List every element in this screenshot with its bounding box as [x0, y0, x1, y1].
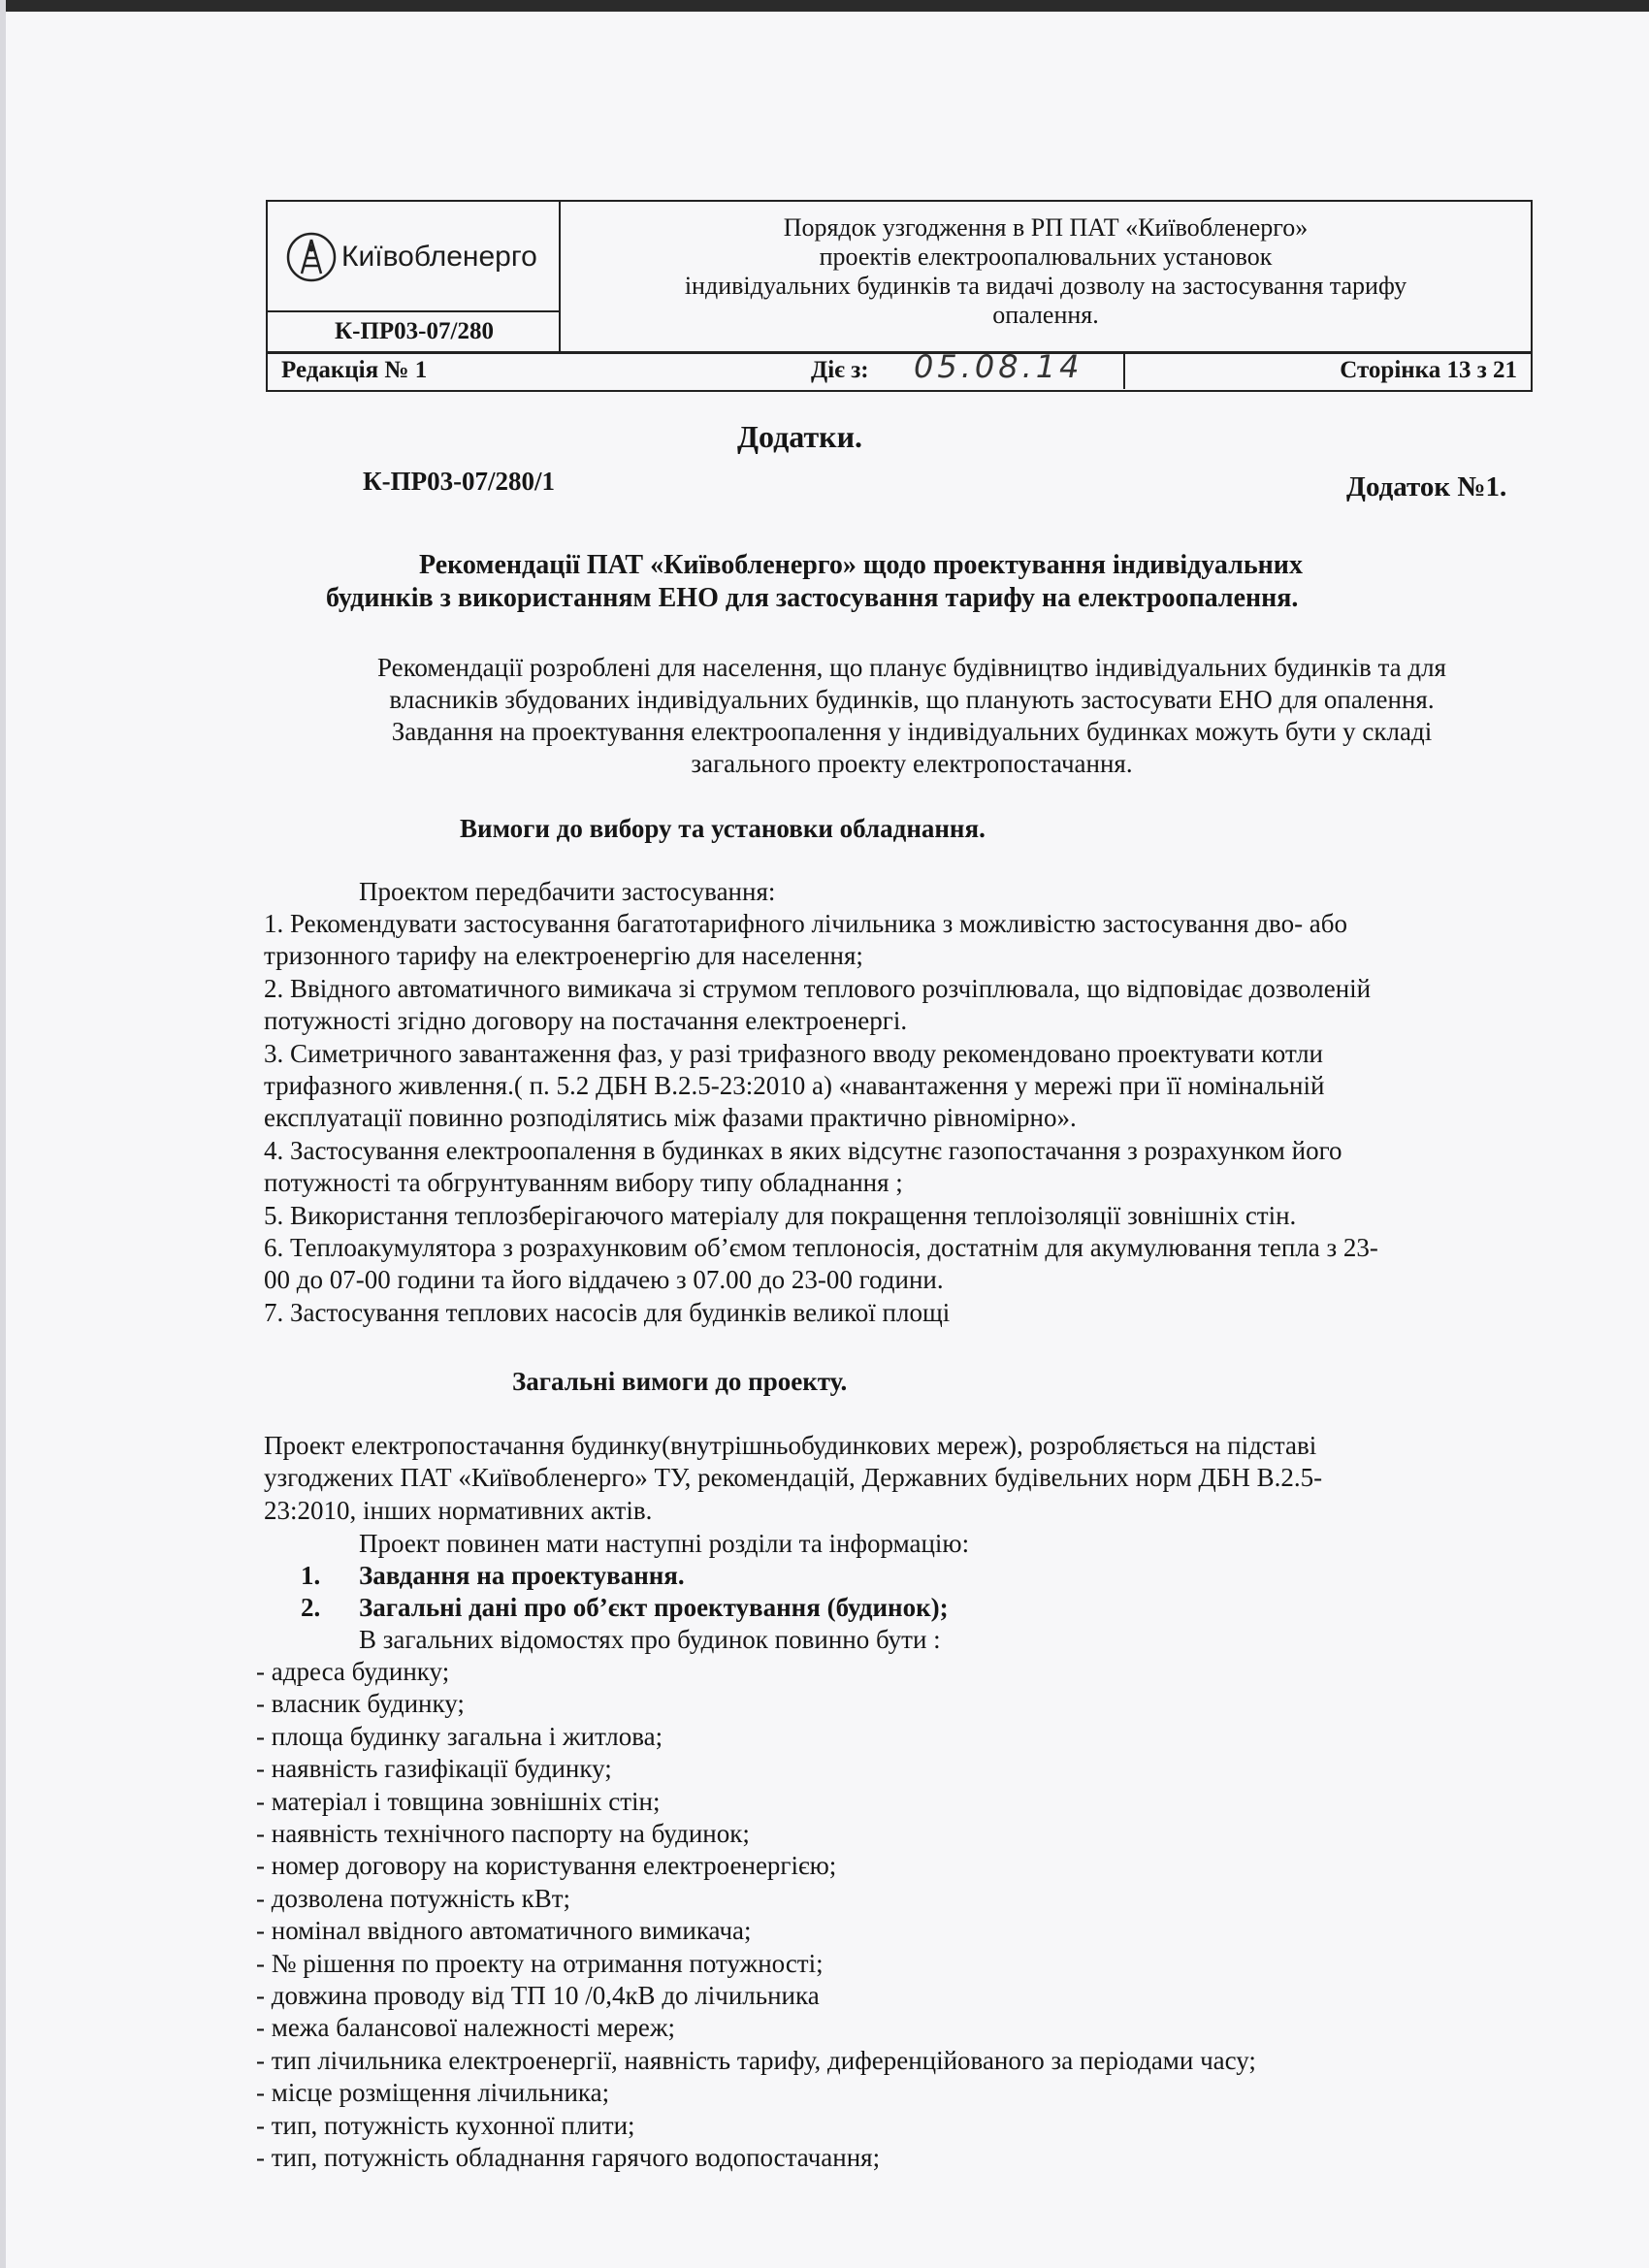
info-item: - адреса будинку; — [256, 1657, 450, 1686]
document-title-line: Порядок узгодження в РП ПАТ «Київобленерго» — [783, 213, 1309, 242]
intro-line: власників збудованих індивідуальних будинків, що планують застосувати ЕНО для опалення. — [389, 685, 1435, 714]
appendix-number: Додаток №1. — [1346, 471, 1507, 502]
appendix-code: К-ПР03-07/280/1 — [363, 467, 556, 496]
section-heading-project: Загальні вимоги до проекту. — [512, 1367, 848, 1396]
scan-border-top — [0, 0, 1649, 12]
requirement-line: 3. Симетричного завантаження фаз, у разі трифазного вводу рекомендовано проектувати котли — [264, 1038, 1323, 1068]
revision-label: Редакція № 1 — [281, 357, 428, 383]
info-item: - тип, потужність обладнання гарячого водопостачання; — [256, 2143, 881, 2173]
info-item: - площа будинку загальна і житлова; — [256, 1721, 663, 1751]
header-info-row — [268, 348, 1531, 390]
general-info-list — [256, 1656, 1256, 2175]
recommendation-title-line: Рекомендації ПАТ «Київобленерго» щодо проектування індивідуальних — [419, 550, 1303, 580]
paragraph-line: Проект електропостачання будинку(внутрішньобудинкових мереж), розробляється на підставі — [264, 1431, 1317, 1460]
paragraph-line: 23:2010, інших нормативних актів. — [264, 1495, 653, 1525]
equipment-requirements-list — [264, 908, 1378, 1329]
document-header-table — [266, 200, 1533, 392]
company-logo-text: Київобленерго — [341, 241, 537, 273]
page-number: Сторінка 13 з 21 — [1340, 357, 1517, 383]
info-item: - тип лічильника електроенергії, наявність тарифу, диференційованого за періодами часу; — [256, 2045, 1256, 2075]
valid-from-label: Діє з: — [811, 357, 869, 383]
document-title-line: проектів електроопалювальних установок — [819, 243, 1273, 271]
document-title-line: індивідуальних будинків та видачі дозволу на застосування тарифу — [684, 272, 1407, 300]
requirement-line: 2. Ввідного автоматичного вимикача зі струмом теплового розчіплювала, що відповідає дозволеній — [264, 973, 1372, 1003]
requirement-line: тризонного тарифу на електроенергію для населення; — [264, 941, 863, 971]
numbered-item-text: Завдання на проектування. — [359, 1561, 685, 1590]
paragraph-line: узгоджених ПАТ «Київобленерго» ТУ, рекомендацій, Державних будівельних норм ДБН В.2.5- — [264, 1463, 1323, 1493]
info-item: - матеріал і товщина зовнішніх стін; — [256, 1786, 661, 1816]
info-item: - наявність газифікації будинку; — [256, 1754, 612, 1784]
intro-line: Завдання на проектування електроопалення у індивідуальних будинках можуть бути у складі — [391, 717, 1433, 746]
scan-border-left — [0, 0, 6, 2268]
intro-line: Рекомендації розроблені для населення, що планує будівництво індивідуальних будинків та для — [377, 653, 1446, 682]
company-logo — [285, 231, 537, 283]
info-item: - дозволена потужність кВт; — [256, 1883, 571, 1913]
requirement-line: 6. Теплоакумулятора з розрахунковим об’ємом теплоносія, достатнім для акумулювання тепла з 23- — [264, 1233, 1378, 1263]
recommendation-title-line: будинків з використанням ЕНО для застосування тарифу на електроопалення. — [326, 583, 1299, 613]
requirement-line: потужності згідно договору на постачання електроенергі. — [264, 1006, 908, 1036]
info-item: - власник будинку; — [256, 1689, 465, 1719]
intro-line: загального проекту електропостачання. — [691, 749, 1133, 778]
requirement-line: 7. Застосування теплових насосів для будинків великої площі — [264, 1297, 951, 1327]
numbered-item-num: 1. — [301, 1561, 321, 1590]
appendix-heading: Додатки. — [737, 419, 863, 454]
power-tower-icon — [285, 231, 338, 283]
requirement-line: потужності та обгрунтуванням вибору типу обладнання ; — [264, 1168, 903, 1198]
info-item: - межа балансової належності мереж; — [256, 2013, 676, 2043]
info-item: - місце розміщення лічильника; — [256, 2078, 610, 2108]
info-item: - тип, потужність кухонної плити; — [256, 2110, 635, 2140]
requirement-line: 4. Застосування електроопалення в будинках в яких відсутнє газопостачання з розрахунком його — [264, 1135, 1342, 1165]
numbered-item-text: Загальні дані про об’єкт проектування (будинок); — [359, 1593, 949, 1622]
info-item: - № рішення по проекту на отримання потужності; — [256, 1948, 824, 1978]
header-separator — [1123, 354, 1125, 389]
project-paragraph — [264, 1430, 1322, 1527]
requirement-line: експлуатації повинно розподілятись між фазами практично рівномірно». — [264, 1103, 1077, 1133]
requirement-line: трифазного живлення.( п. 5.2 ДБН В.2.5-23:2010 а) «навантаження у мережі при її номінальній — [264, 1071, 1325, 1101]
general-info-lead: В загальних відомостях про будинок повинно бути : — [359, 1625, 941, 1654]
document-code: К-ПР03-07/280 — [268, 310, 561, 351]
info-item: - номінал ввідного автоматичного вимикача; — [256, 1916, 752, 1946]
valid-from-date: 05.08.14 — [914, 348, 1083, 385]
requirement-line: 1. Рекомендувати застосування багатотарифного лічильника з можливістю застосування дво- або — [264, 909, 1348, 938]
numbered-item-num: 2. — [301, 1593, 321, 1622]
requirement-line: 5. Використання теплозберігаючого матеріалу для покращення теплоізоляції зовнішніх стін. — [264, 1200, 1297, 1230]
section-lead: Проект повинен мати наступні розділи та інформацію: — [359, 1529, 970, 1558]
section-heading-equipment: Вимоги до вибору та установки обладнання. — [460, 814, 986, 843]
document-title — [561, 202, 1531, 351]
info-item: - номер договору на користування електроенергією; — [256, 1851, 837, 1881]
section-lead: Проектом передбачити застосування: — [359, 877, 776, 906]
info-item: - наявність технічного паспорту на будинок; — [256, 1819, 750, 1849]
document-title-line: опалення. — [992, 301, 1099, 329]
requirement-line: 00 до 07-00 години та його віддачею з 07.00 до 23-00 години. — [264, 1265, 944, 1295]
info-item: - довжина проводу від ТП 10 /0,4кВ до лічильника — [256, 1981, 820, 2011]
